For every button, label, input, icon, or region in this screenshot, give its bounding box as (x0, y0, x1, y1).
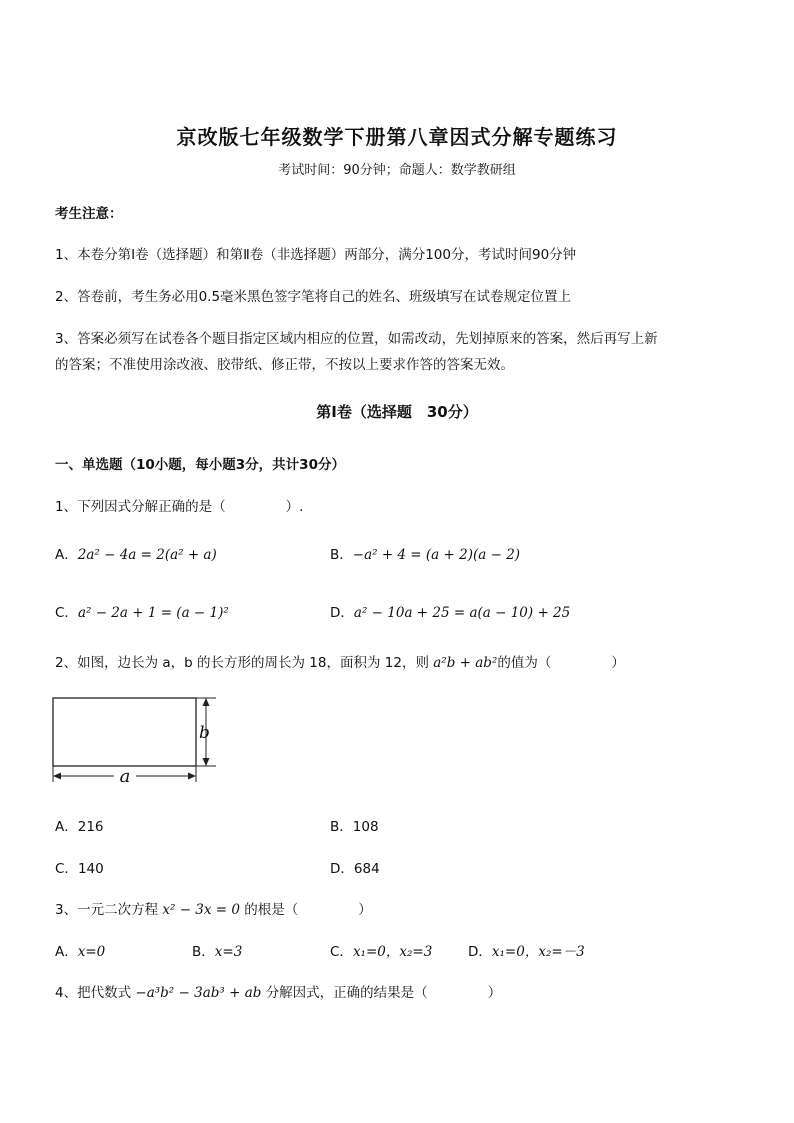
a-arrow-right (188, 773, 196, 780)
page-title: 京改版七年级数学下册第八章因式分解专题练习 (176, 125, 618, 149)
question-2-stem-expr: a²b + ab² (433, 655, 498, 671)
b-label: b (199, 723, 210, 743)
notice-heading: 考生注意： (55, 206, 123, 222)
option-label: B． (330, 547, 353, 563)
b-arrow-up (203, 698, 210, 706)
question-2-stem-suffix: 的值为（ (497, 655, 552, 671)
question-3-stem (55, 898, 372, 918)
option-expr: 684 (353, 861, 380, 877)
part-heading: 一、单选题（10小题，每小题3分，共计30分） (55, 457, 345, 473)
question-4-stem-text: 4、把代数式 (55, 985, 132, 1001)
option-label: D． (330, 861, 354, 877)
b-arrow-down (203, 758, 210, 766)
question-2-stem (55, 651, 625, 671)
question-2-option-c[interactable] (55, 857, 104, 877)
question-1-stem-text: 1、下列因式分解正确的是（ (55, 499, 226, 515)
option-label: C． (55, 861, 78, 877)
option-label: C． (330, 944, 353, 960)
question-4-stem-expr: −a³b² − 3ab³ + ab (135, 985, 262, 1001)
question-1-option-c[interactable] (55, 601, 229, 621)
question-3-stem-expr: x² − 3x = 0 (162, 902, 240, 918)
question-1-option-a[interactable] (55, 543, 217, 563)
option-label: B． (192, 944, 215, 960)
question-3-stem-text: 3、一元二次方程 (55, 902, 159, 918)
option-expr: 140 (77, 861, 104, 877)
question-3-option-a[interactable] (55, 940, 105, 960)
question-3-option-c[interactable] (330, 940, 432, 960)
option-expr: a² − 10a + 25 = a(a − 10) + 25 (353, 605, 571, 621)
question-2-stem-end: ） (611, 655, 625, 671)
a-label: a (119, 766, 131, 784)
notice-item-2: 2、答卷前，考生务必用0.5毫米黑色签字笔将自己的姓名、班级填写在试卷规定位置上 (55, 289, 572, 305)
option-expr: x₁=0，x₂=－3 (491, 944, 585, 960)
option-expr: x₁=0，x₂=3 (352, 944, 433, 960)
option-label: D． (330, 605, 354, 621)
question-2-option-b[interactable] (330, 815, 379, 835)
notice-item-1: 1、本卷分第Ⅰ卷（选择题）和第Ⅱ卷（非选择题）两部分，满分100分，考试时间90分钟 (55, 247, 577, 263)
question-4-stem (55, 981, 501, 1001)
notice-item-3: 3、答案必须写在试卷各个题目指定区域内相应的位置，如需改动，先划掉原来的答案，然后再写上新 (55, 331, 658, 347)
option-expr: 108 (352, 819, 379, 835)
question-2-stem-text: 2、如图，边长为 a，b 的长方形的周长为 18，面积为 12，则 (55, 655, 429, 671)
question-3-stem-end: ） (358, 902, 372, 918)
rectangle-shape (53, 698, 196, 766)
option-expr: 216 (77, 819, 104, 835)
option-expr: x=3 (214, 944, 243, 960)
question-4-stem-end: ） (487, 985, 502, 1001)
question-4-stem-suffix: 分解因式，正确的结果是（ (265, 985, 428, 1001)
question-1-option-b[interactable] (330, 543, 520, 563)
question-1-option-d[interactable] (330, 601, 570, 621)
option-label: B． (330, 819, 353, 835)
question-3-option-b[interactable] (192, 940, 242, 960)
option-label: C． (55, 605, 78, 621)
question-1-stem (55, 495, 303, 515)
section-title: 第Ⅰ卷（选择题 30分） (316, 403, 478, 421)
option-expr: −a² + 4 = (a + 2)(a − 2) (352, 547, 521, 563)
option-expr: x=0 (77, 944, 106, 960)
notice-item-3-continued: 的答案；不准使用涂改液、胶带纸、修正带，不按以上要求作答的答案无效。 (55, 357, 514, 373)
question-2-option-a[interactable] (55, 815, 104, 835)
question-3-stem-suffix: 的根是（ (244, 902, 299, 918)
rectangle-figure (50, 692, 220, 784)
question-3-option-d[interactable] (468, 940, 585, 960)
option-label: A． (55, 547, 78, 563)
question-1-stem-end: ）. (285, 499, 304, 515)
option-label: A． (55, 944, 78, 960)
option-label: D． (468, 944, 492, 960)
option-expr: a² − 2a + 1 = (a − 1)² (77, 605, 229, 621)
question-2-option-d[interactable] (330, 857, 380, 877)
a-arrow-left (53, 773, 61, 780)
option-expr: 2a² − 4a = 2(a² + a) (77, 547, 217, 563)
option-label: A． (55, 819, 78, 835)
exam-subtitle: 考试时间：90分钟；命题人：数学教研组 (278, 163, 516, 178)
